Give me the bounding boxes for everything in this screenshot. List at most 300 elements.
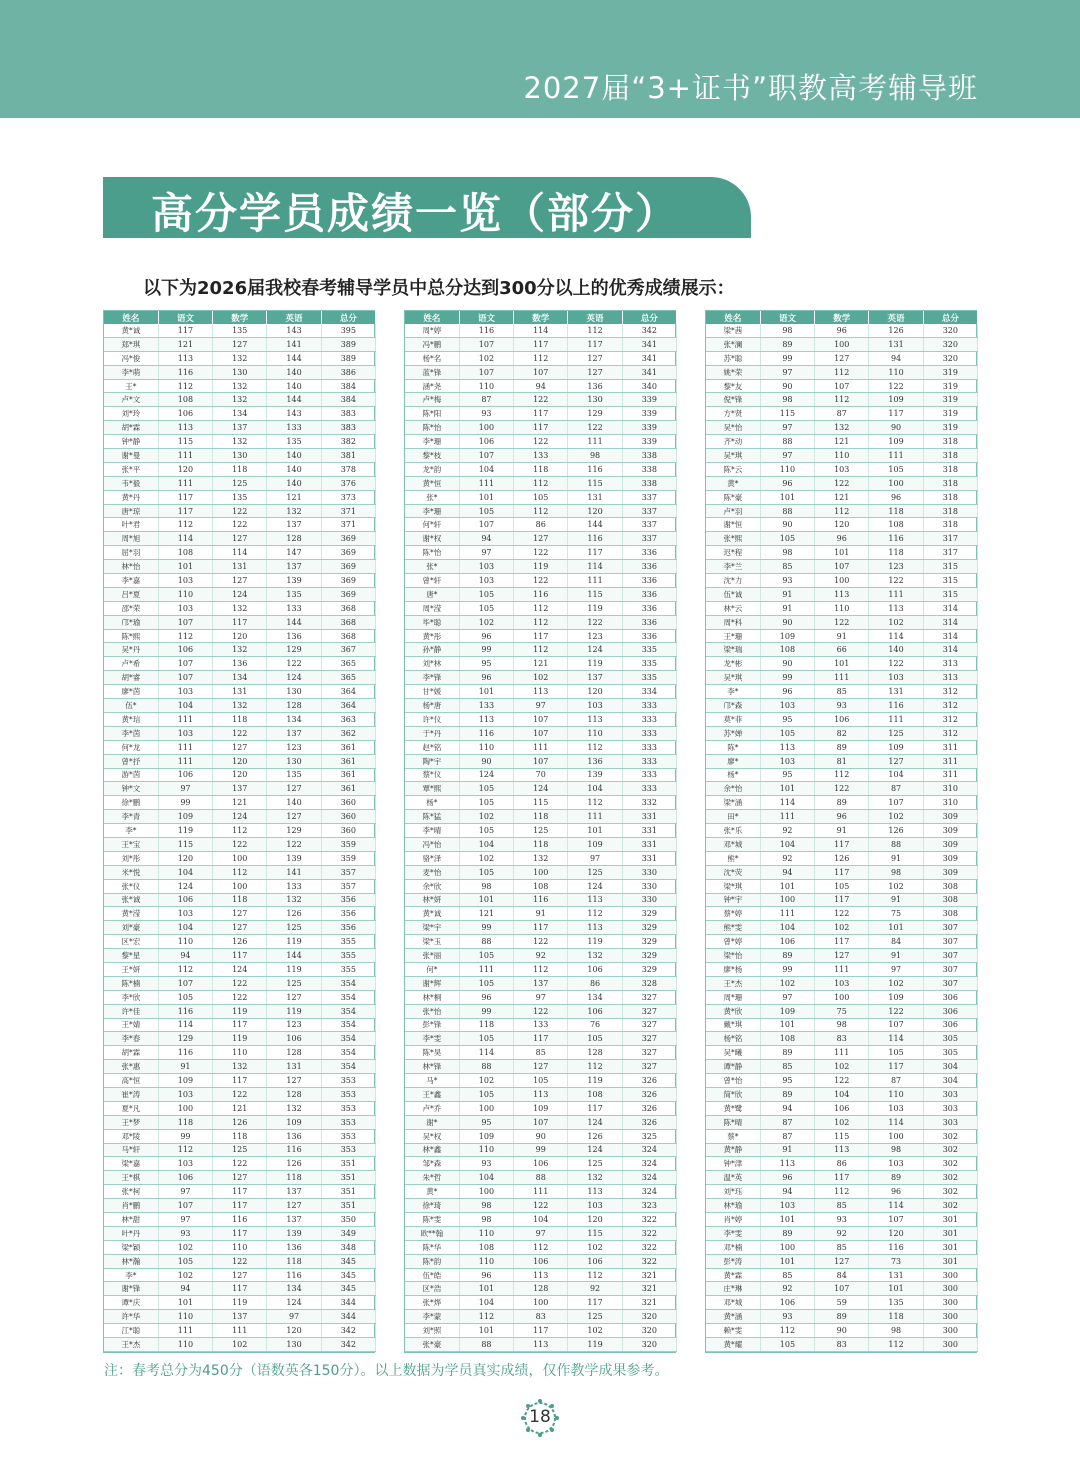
table-row [104,337,376,351]
score-cell: 100 [869,476,923,490]
score-cell: 137 [267,1185,321,1199]
score-cell: 326 [622,1074,676,1088]
score-cell: 356 [321,921,375,935]
score-cell: 338 [622,476,676,490]
student-name: 庄*琳 [706,1282,760,1296]
score-cell: 118 [267,1254,321,1268]
score-cell: 90 [760,657,814,671]
table-row [104,546,376,560]
score-cell: 127 [267,1199,321,1213]
score-cell: 313 [923,671,977,685]
table-row [104,851,376,865]
table-row [405,1199,677,1213]
score-cell: 106 [815,1101,869,1115]
score-cell: 106 [568,962,622,976]
student-name: 赵*铭 [405,740,459,754]
table-row [104,907,376,921]
table-row [706,1338,978,1352]
score-cell: 134 [267,1282,321,1296]
score-cell: 355 [321,935,375,949]
score-cell: 132 [213,1060,267,1074]
table-row [706,1087,978,1101]
score-cell: 325 [622,1129,676,1143]
score-cell: 118 [213,1129,267,1143]
table-row [104,935,376,949]
student-name: 黎*枝 [405,449,459,463]
score-cell: 91 [869,893,923,907]
table-row [405,824,677,838]
score-cell: 361 [321,740,375,754]
column-header: 语文 [459,311,513,324]
score-cell: 110 [158,1310,212,1324]
score-cell: 124 [568,1143,622,1157]
student-name: 肖*鹏 [104,1199,158,1213]
table-row [104,1282,376,1296]
score-cell: 111 [158,476,212,490]
score-cell: 119 [568,601,622,615]
score-cell: 89 [869,1171,923,1185]
score-cell: 112 [514,1240,568,1254]
score-cell: 128 [267,532,321,546]
score-cell: 111 [213,1324,267,1338]
score-cell: 311 [923,740,977,754]
score-cell: 135 [213,324,267,337]
score-cell: 318 [923,490,977,504]
student-name: 王*梦 [104,1115,158,1129]
score-cell: 99 [459,1004,513,1018]
score-cell: 127 [213,574,267,588]
score-cell: 131 [869,685,923,699]
student-name: 齐*动 [706,435,760,449]
score-cell: 132 [568,1171,622,1185]
score-cell: 127 [514,1060,568,1074]
student-name: 卢*乔 [405,1101,459,1115]
table-row [706,740,978,754]
score-cell: 97 [158,1185,212,1199]
score-cell: 107 [815,1282,869,1296]
score-cell: 112 [815,393,869,407]
score-cell: 326 [622,1087,676,1101]
table-row [706,824,978,838]
student-name: 周*珊 [706,990,760,1004]
table-row [706,1115,978,1129]
score-cell: 127 [267,782,321,796]
table-row [706,560,978,574]
student-name: 何* [405,962,459,976]
score-cell: 117 [815,1171,869,1185]
score-cell: 117 [158,504,212,518]
table-row [405,657,677,671]
table-row [405,796,677,810]
table-row [706,435,978,449]
table-row [104,1018,376,1032]
score-cell: 107 [459,337,513,351]
score-cell: 112 [568,907,622,921]
student-name: 伍* [104,699,158,713]
score-cell: 107 [459,518,513,532]
table-row [706,879,978,893]
score-cell: 144 [267,393,321,407]
student-name: 姚*荣 [706,365,760,379]
score-cell: 111 [158,1324,212,1338]
score-cell: 118 [514,462,568,476]
score-cell: 334 [622,685,676,699]
score-cell: 131 [869,337,923,351]
score-cell: 122 [267,837,321,851]
score-cell: 112 [815,1185,869,1199]
score-cell: 354 [321,1046,375,1060]
table-row [104,449,376,463]
score-cell: 360 [321,796,375,810]
score-cell: 92 [568,1282,622,1296]
score-cell: 113 [815,1143,869,1157]
score-cell: 85 [760,560,814,574]
table-row [706,1226,978,1240]
score-cell: 113 [760,740,814,754]
score-cell: 116 [514,893,568,907]
score-cell: 335 [622,657,676,671]
score-cell: 132 [213,379,267,393]
score-cell: 93 [815,699,869,713]
student-name: 周*婷 [405,324,459,337]
table-row [706,754,978,768]
student-name: 陈*阳 [405,407,459,421]
score-cell: 105 [459,865,513,879]
student-name: 许*仪 [405,712,459,726]
score-cell: 129 [267,824,321,838]
student-name: 马* [405,1074,459,1088]
score-cell: 105 [459,1032,513,1046]
score-cell: 66 [815,643,869,657]
score-cell: 98 [760,393,814,407]
table-row [104,1213,376,1227]
score-cell: 89 [815,1310,869,1324]
table-row [706,1157,978,1171]
score-cell: 381 [321,449,375,463]
score-cell: 335 [622,671,676,685]
student-name: 卢*梅 [405,393,459,407]
score-cell: 110 [815,601,869,615]
score-cell: 124 [459,768,513,782]
score-cell: 132 [267,504,321,518]
score-cell: 135 [267,435,321,449]
score-cell: 345 [321,1254,375,1268]
score-cell: 120 [568,685,622,699]
student-name: 徐*琦 [405,1199,459,1213]
score-cell: 91 [815,629,869,643]
table-row [104,324,376,337]
score-cell: 122 [267,657,321,671]
score-cell: 112 [514,643,568,657]
student-name: 王* [104,379,158,393]
student-name: 刘*珏 [706,1185,760,1199]
score-cell: 105 [869,462,923,476]
score-cell: 87 [459,393,513,407]
score-cell: 118 [869,546,923,560]
table-row [706,1171,978,1185]
student-name: 苏*婵 [706,726,760,740]
score-cell: 108 [760,643,814,657]
score-cell: 105 [459,796,513,810]
score-cell: 113 [568,893,622,907]
table-row [104,1226,376,1240]
score-cell: 105 [568,1032,622,1046]
student-name: 黄*鹭 [706,1101,760,1115]
score-cell: 91 [815,824,869,838]
score-cell: 111 [760,810,814,824]
score-cell: 327 [622,990,676,1004]
score-cell: 131 [213,685,267,699]
score-cell: 94 [158,949,212,963]
score-cell: 140 [869,643,923,657]
score-cell: 117 [568,546,622,560]
score-cell: 102 [459,351,513,365]
table-row [706,1060,978,1074]
student-name: 张*仪 [104,879,158,893]
score-cell: 101 [760,879,814,893]
score-cell: 100 [158,1101,212,1115]
table-row [104,393,376,407]
student-name: 唐* [405,587,459,601]
student-name: 刘*玲 [104,407,158,421]
score-cell: 124 [158,879,212,893]
student-name: 冯*鹏 [405,337,459,351]
table-row [405,851,677,865]
score-cell: 120 [869,1226,923,1240]
column-header: 英语 [267,311,321,324]
score-cell: 93 [459,1157,513,1171]
score-cell: 91 [760,1143,814,1157]
score-cell: 119 [267,1004,321,1018]
score-cell: 389 [321,351,375,365]
score-cell: 111 [158,740,212,754]
student-name: 温*英 [706,1171,760,1185]
student-name: 陈*晴 [706,1115,760,1129]
score-cell: 127 [267,990,321,1004]
student-name: 邓*城 [706,1296,760,1310]
table-row [405,671,677,685]
score-cell: 122 [568,421,622,435]
score-cell: 313 [923,657,977,671]
score-cell: 137 [213,421,267,435]
table-row [104,921,376,935]
table-row [405,351,677,365]
score-cell: 322 [622,1213,676,1227]
score-cell: 114 [213,546,267,560]
score-cell: 361 [321,768,375,782]
student-name: 蓝*锋 [405,365,459,379]
score-cell: 134 [267,712,321,726]
score-cell: 96 [760,685,814,699]
score-cell: 137 [267,560,321,574]
score-cell: 308 [923,893,977,907]
score-cell: 103 [158,907,212,921]
score-cell: 88 [459,1060,513,1074]
student-name: 冯*俊 [104,351,158,365]
score-cell: 105 [514,490,568,504]
score-cell: 99 [158,1129,212,1143]
score-cell: 108 [459,1240,513,1254]
score-cell: 88 [514,1171,568,1185]
score-cell: 89 [760,337,814,351]
table-row [405,782,677,796]
score-cell: 122 [213,504,267,518]
score-cell: 95 [459,657,513,671]
score-cell: 114 [869,1115,923,1129]
student-name: 邵*荣 [104,601,158,615]
student-name: 邓*陵 [104,1129,158,1143]
score-cell: 371 [321,504,375,518]
score-cell: 301 [923,1226,977,1240]
score-cell: 122 [213,976,267,990]
student-name: 李*雯 [405,1032,459,1046]
score-cell: 107 [869,1213,923,1227]
score-cell: 117 [213,1018,267,1032]
score-cell: 105 [514,1074,568,1088]
score-cell: 117 [158,490,212,504]
table-row [706,1004,978,1018]
score-cell: 307 [923,962,977,976]
score-cell: 100 [213,851,267,865]
score-cell: 102 [815,921,869,935]
score-cell: 90 [869,421,923,435]
student-name: 林*桐 [405,990,459,1004]
score-cell: 320 [622,1310,676,1324]
score-cell: 105 [158,1254,212,1268]
table-row [104,990,376,1004]
score-cell: 105 [459,949,513,963]
table-row [405,1157,677,1171]
table-row [706,1018,978,1032]
score-cell: 117 [568,1101,622,1115]
score-cell: 112 [568,1060,622,1074]
student-name: 梁*怡 [706,949,760,963]
score-cell: 102 [815,1115,869,1129]
score-cell: 126 [267,1157,321,1171]
score-cell: 100 [815,990,869,1004]
score-cell: 301 [923,1240,977,1254]
student-name: 蔡*仪 [405,768,459,782]
score-cell: 139 [568,768,622,782]
score-cell: 97 [158,1213,212,1227]
score-cell: 96 [459,629,513,643]
column-header: 英语 [568,311,622,324]
table-row [104,740,376,754]
score-cell: 89 [760,949,814,963]
table-row [706,504,978,518]
score-cell: 368 [321,601,375,615]
score-cell: 105 [815,879,869,893]
student-name: 黄* [706,476,760,490]
score-cell: 312 [923,712,977,726]
student-name: 余*欣 [405,879,459,893]
score-cell: 122 [514,546,568,560]
score-cell: 107 [815,379,869,393]
score-cell: 132 [267,1101,321,1115]
student-name: 迟*程 [706,546,760,560]
score-cell: 115 [568,1226,622,1240]
score-cell: 101 [459,1282,513,1296]
student-name: 李*珊 [405,435,459,449]
score-cell: 116 [158,1046,212,1060]
table-row [405,1282,677,1296]
score-cell: 111 [158,754,212,768]
table-row [104,657,376,671]
table-row [405,1268,677,1282]
student-name: 王*鑫 [405,1087,459,1101]
score-cell: 105 [459,601,513,615]
score-cell: 331 [622,851,676,865]
student-name: 黎*星 [104,949,158,963]
student-name: 李*兰 [706,560,760,574]
score-cell: 106 [815,712,869,726]
score-cell: 110 [459,1254,513,1268]
table-row [104,1129,376,1143]
score-cell: 102 [568,1240,622,1254]
score-cell: 132 [267,893,321,907]
table-row [104,1101,376,1115]
score-cell: 302 [923,1199,977,1213]
score-cell: 324 [622,1143,676,1157]
score-cell: 386 [321,365,375,379]
score-cell: 117 [514,1032,568,1046]
score-cell: 311 [923,768,977,782]
score-cell: 324 [622,1171,676,1185]
score-cell: 122 [869,574,923,588]
score-cell: 111 [158,712,212,726]
score-cell: 121 [213,796,267,810]
score-cell: 112 [514,351,568,365]
student-name: 骆*泽 [405,851,459,865]
score-cell: 101 [459,685,513,699]
score-cell: 304 [923,1060,977,1074]
score-cell: 101 [760,782,814,796]
score-cell: 309 [923,810,977,824]
score-cell: 360 [321,824,375,838]
score-cell: 335 [622,643,676,657]
table-row [706,1213,978,1227]
table-row [405,740,677,754]
score-cell: 300 [923,1296,977,1310]
score-cell: 90 [459,754,513,768]
score-cell: 127 [815,351,869,365]
score-cell: 113 [815,587,869,601]
score-cell: 329 [622,907,676,921]
score-cell: 307 [923,921,977,935]
score-cell: 94 [760,1185,814,1199]
table-row [706,518,978,532]
score-cell: 132 [213,351,267,365]
table-row [405,435,677,449]
student-name: 黄*耀 [706,1338,760,1352]
score-cell: 103 [459,574,513,588]
score-cell: 106 [158,893,212,907]
score-cell: 143 [267,407,321,421]
table-row [706,1185,978,1199]
score-cell: 108 [568,1087,622,1101]
score-cell: 100 [514,1296,568,1310]
score-cell: 103 [158,601,212,615]
student-name: 谢*锋 [104,1282,158,1296]
score-cell: 123 [267,1018,321,1032]
student-name: 彭*涛 [706,1254,760,1268]
score-cell: 128 [267,1046,321,1060]
table-row [405,1213,677,1227]
score-cell: 113 [568,712,622,726]
table-row [104,1004,376,1018]
score-cell: 113 [158,421,212,435]
score-cell: 88 [760,435,814,449]
